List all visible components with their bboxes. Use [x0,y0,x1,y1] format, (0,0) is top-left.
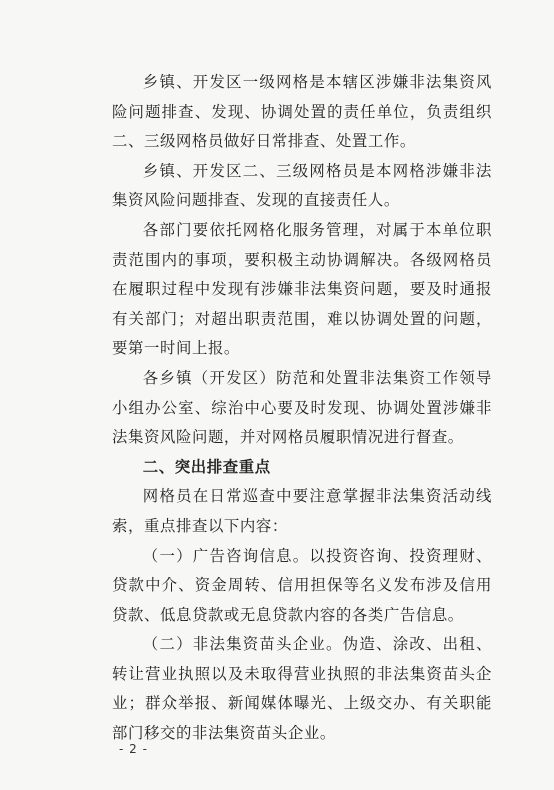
document-body [112,68,492,749]
paragraph-advertising-info: （一）广告咨询信息。以投资咨询、投资理财、贷款中介、资金周转、信用担保等名义发布涉及信用贷款、低息贷款或无息贷款内容的各类广告信息。 [112,546,492,624]
section-heading: 二、突出排查重点 [142,457,271,476]
paragraph-inspection-intro: 网格员在日常巡查中要注意掌握非法集资活动线索，重点排查以下内容： [112,487,492,535]
paragraph-grid-level-one: 乡镇、开发区一级网格是本辖区涉嫌非法集资风险问题排查、发现、协调处置的责任单位，负责组织二、三级网格员做好日常排查、处置工作。 [112,73,492,151]
paragraph-departments: 各部门要依托网格化服务管理，对属于本单位职责范围内的事项，要积极主动协调解决。各级网格员在履职过程中发现有涉嫌非法集资问题，要及时通报有关部门；对超出职责范围，难以协调处置的问题，要第一时间上报。 [112,220,492,358]
paragraph-suspect-enterprises: （二）非法集资苗头企业。伪造、涂改、出租、转让营业执照以及未取得营业执照的非法集资苗头企业；群众举报、新闻媒体曝光、上级交办、有关职能部门移交的非法集资苗头企业。 [112,635,492,743]
page-number: - 2 - [119,742,148,756]
paragraph-leading-group-office: 各乡镇（开发区）防范和处置非法集资工作领导小组办公室、综治中心要及时发现、协调处置涉嫌非法集资风险问题，并对网格员履职情况进行督查。 [112,368,492,447]
paragraph-grid-level-two-three: 乡镇、开发区二、三级网格员是本网格涉嫌非法集资风险问题排查、发现的直接责任人。 [112,161,492,210]
